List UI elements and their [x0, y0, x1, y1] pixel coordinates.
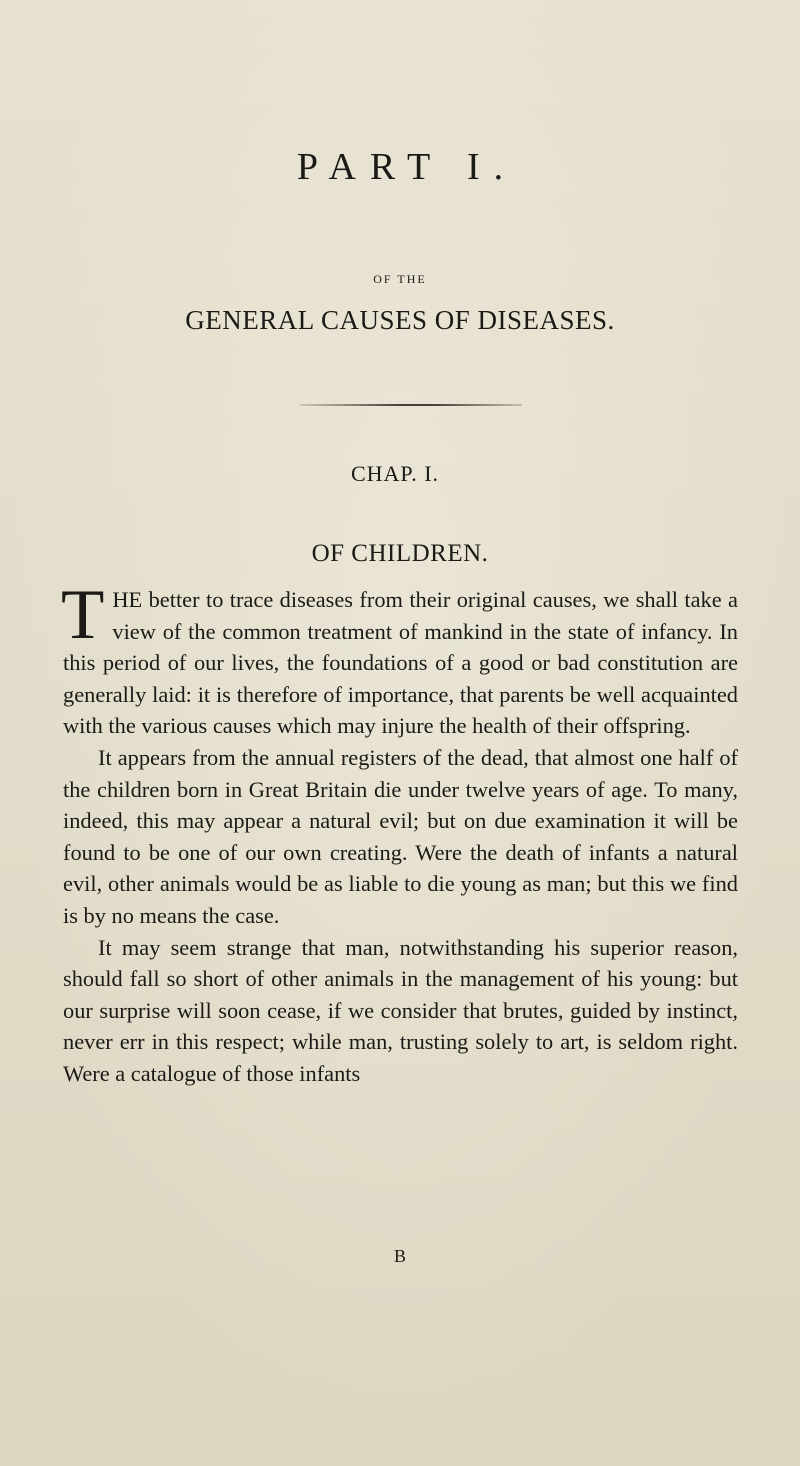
of-the-caption: OF THE [373, 272, 427, 286]
drop-cap: T [61, 576, 105, 654]
ornamental-rule [300, 404, 522, 406]
part-title: PART I. [296, 146, 518, 188]
chapter-number: CHAP. I. [350, 461, 440, 486]
paragraph-3: It may seem strange that man, notwithstanding his superior reason, should fall so short of other animals in the management of his young: but our surprise will soon cease, if we consider that brutes, guided by instinct, never err in this respect; while man, trusting solely to art, is seldom right. Were a catalogue of those infants [63, 934, 738, 1086]
chapter-title: OF CHILDREN. [311, 540, 489, 567]
section-title: GENERAL CAUSES OF DISEASES. [185, 305, 615, 335]
paragraph-1 [61, 576, 738, 742]
paragraph-2: It appears from the annual registers of the dead, that almost one half of the children born in Great Britain die under twelve years of age. To many, indeed, this may appear a natural evil; but on due examination it will be found to be one of our own creating. Were the death of infants a natural evil, other animals would be as liable to die young as man; but this we find is by no means the case. [63, 744, 738, 928]
signature-mark: B [393, 1246, 406, 1266]
body-text [61, 576, 738, 1090]
paragraph-1-text: HE better to trace diseases from their original causes, we shall take a view of the common treatment of mankind in the state of infancy. In this period of our lives, the foundations of a good or bad constitution are generally laid: it is therefore of importance, that parents be well acquainted with the various causes which may injure the health of their offspring. [63, 587, 738, 739]
